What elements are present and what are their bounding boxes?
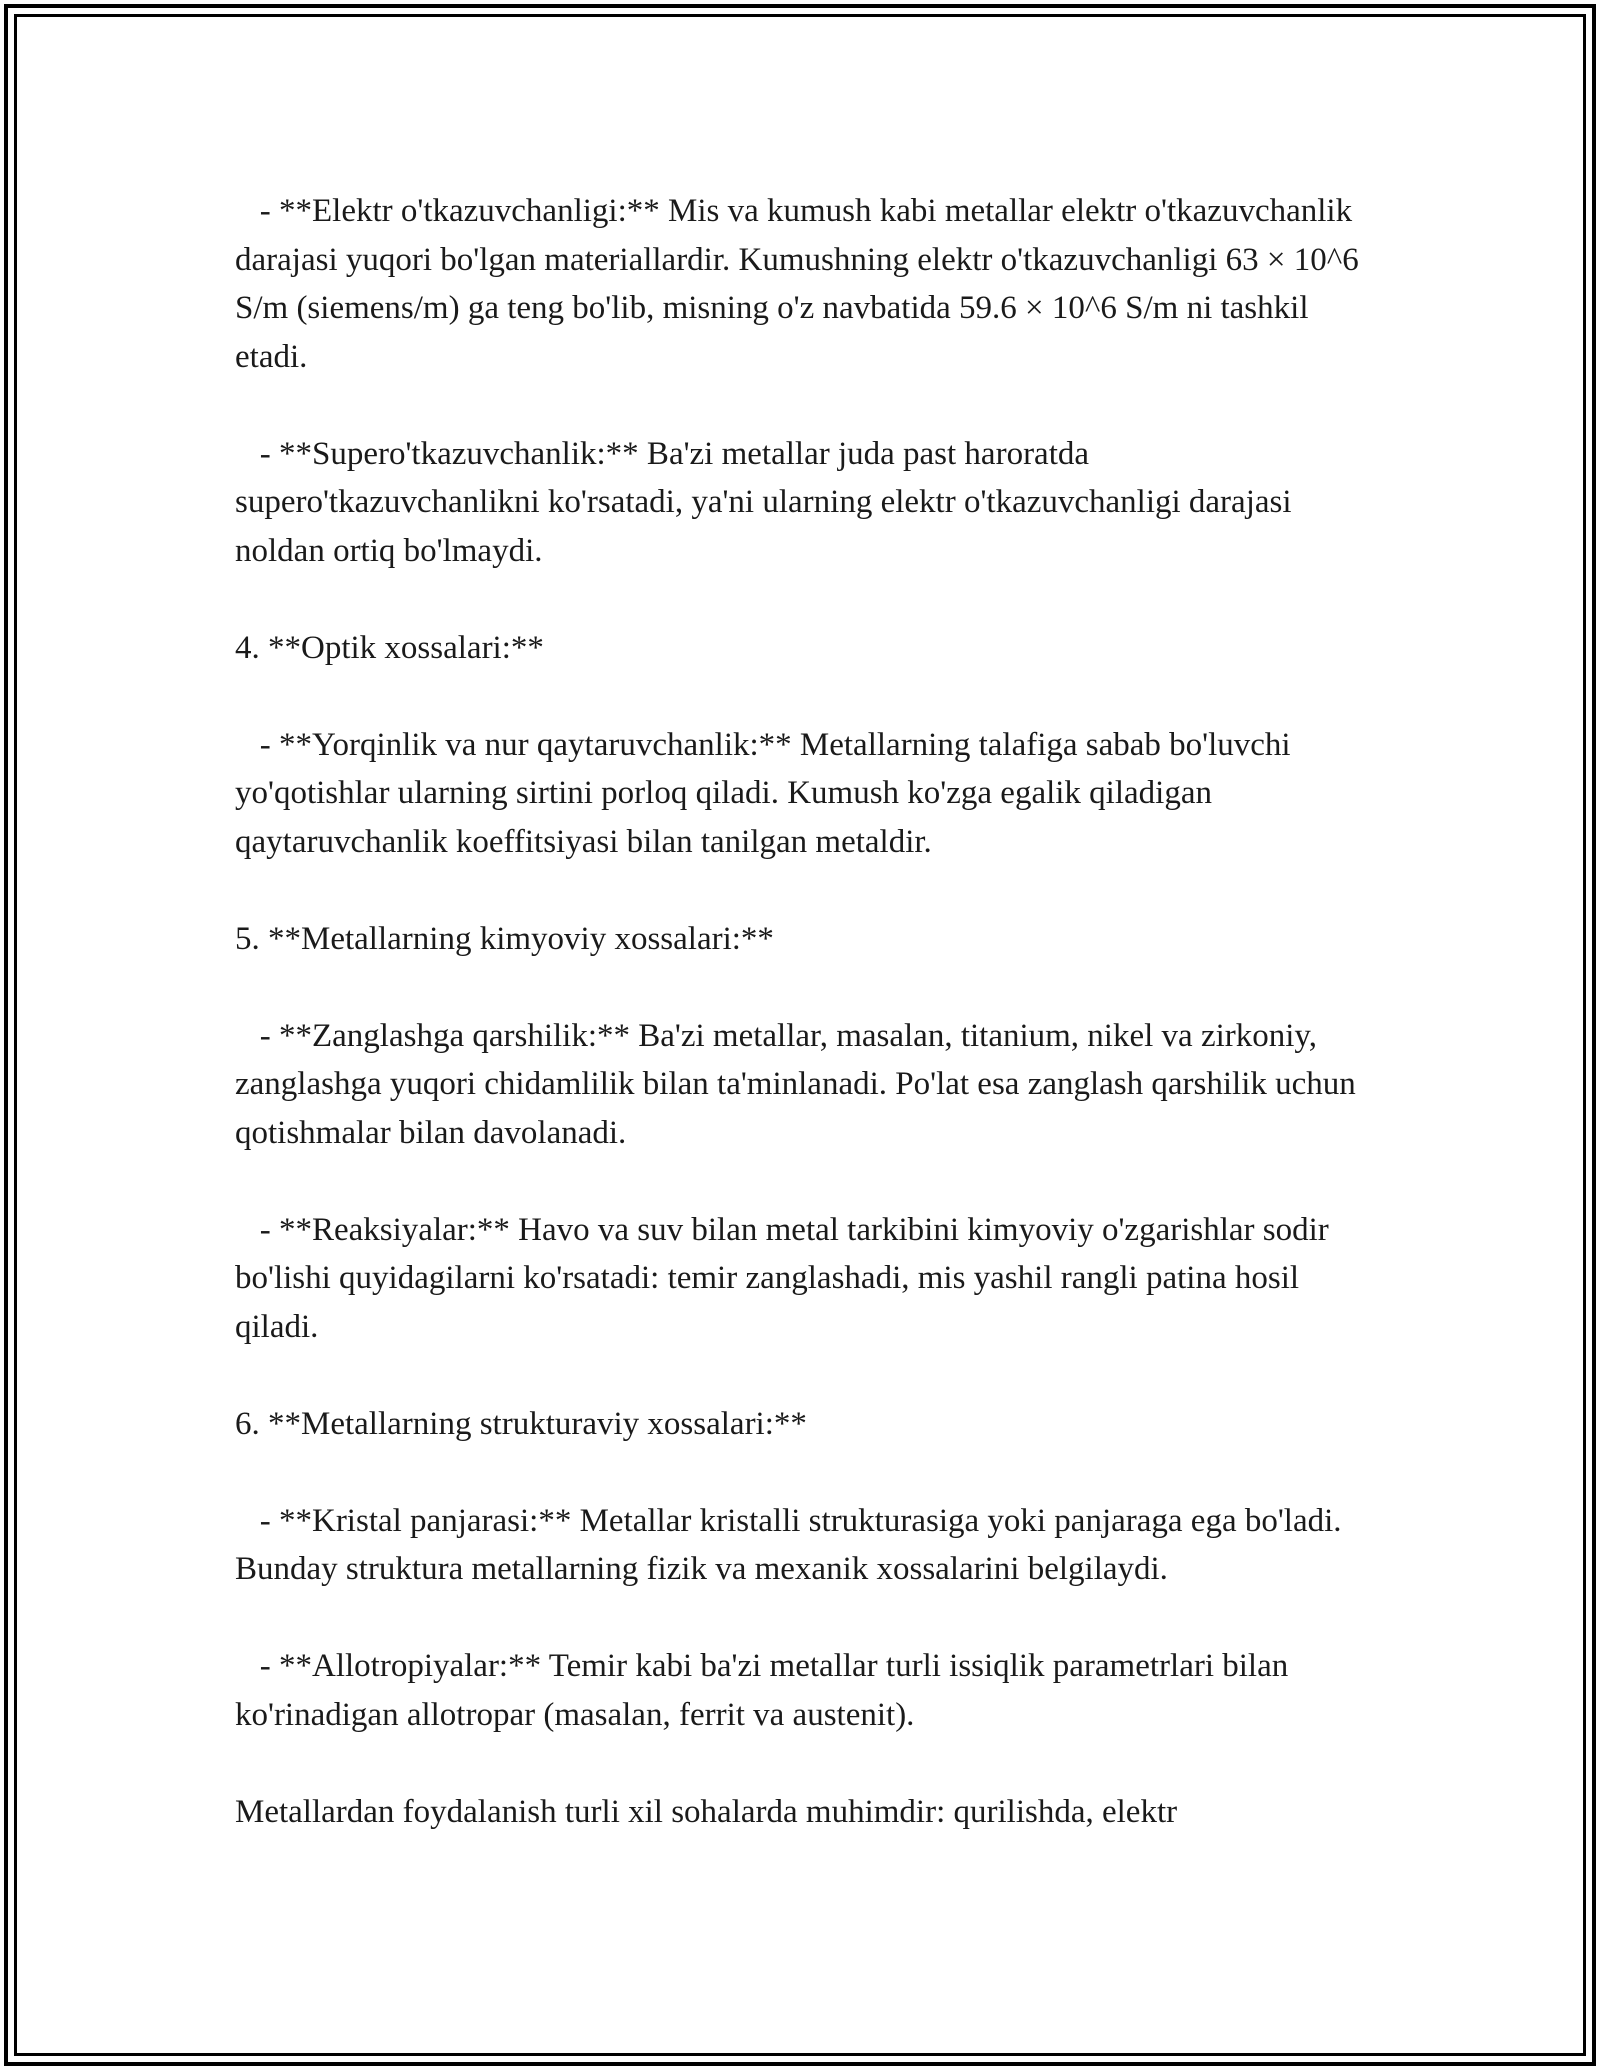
heading-optical-properties: 4. **Optik xossalari:** [235, 629, 544, 666]
paragraph-allotropes: - **Allotropiyalar:** Temir kabi ba'zi metallar turli issiqlik parametrlari bilan ko'rinadigan allotropar (masalan, ferrit va austenit). [235, 1648, 1289, 1733]
paragraph-luster-reflectivity: - **Yorqinlik va nur qaytaruvchanlik:** Metallarning talafiga sabab bo'luvchi yo'qotishlar ularning sirtini porloq qiladi. Kumush ko'zga egalik qiladigan qaytaruvchanlik koeffitsiyasi bilan tanilgan metaldir. [235, 726, 1291, 860]
paragraph-superconductivity: - **Supero'tkazuvchanlik:** Ba'zi metallar juda past haroratda supero'tkazuvchanlikni ko'rsatadi, ya'ni ularning elektr o'tkazuvchanligi darajasi noldan ortiq bo'lmaydi. [235, 435, 1292, 569]
paragraph-corrosion-resistance: - **Zanglashga qarshilik:** Ba'zi metallar, masalan, titanium, nikel va zirkoniy, zanglashga yuqori chidamlilik bilan ta'minlanadi. Po'lat esa zanglash qarshilik uchun qotishmalar bilan davolanadi. [235, 1017, 1356, 1151]
document-body [235, 187, 1365, 1885]
paragraph-crystal-lattice: - **Kristal panjarasi:** Metallar kristalli strukturasiga yoki panjaraga ega bo'ladi. Bunday struktura metallarning fizik va mexanik xossalarini belgilaydi. [235, 1502, 1342, 1587]
paragraph-reactions: - **Reaksiyalar:** Havo va suv bilan metal tarkibini kimyoviy o'zgarishlar sodir bo'lishi quyidagilarni ko'rsatadi: temir zanglashadi, mis yashil rangli patina hosil qiladi. [235, 1211, 1329, 1345]
paragraph-usage: Metallardan foydalanish turli xil sohalarda muhimdir: qurilishda, elektr [235, 1793, 1178, 1830]
heading-structural-properties: 6. **Metallarning strukturaviy xossalari:** [235, 1405, 807, 1442]
paragraph-electrical-conductivity: - **Elektr o'tkazuvchanligi:** Mis va kumush kabi metallar elektr o'tkazuvchanlik darajasi yuqori bo'lgan materiallardir. Kumushning elektr o'tkazuvchanligi 63 × 10^6 S/m (siemens/m) ga teng bo'lib, misning o'z navbatida 59.6 × 10^6 S/m ni tashkil etadi. [235, 193, 1359, 375]
heading-chemical-properties: 5. **Metallarning kimyoviy xossalari:** [235, 920, 774, 957]
